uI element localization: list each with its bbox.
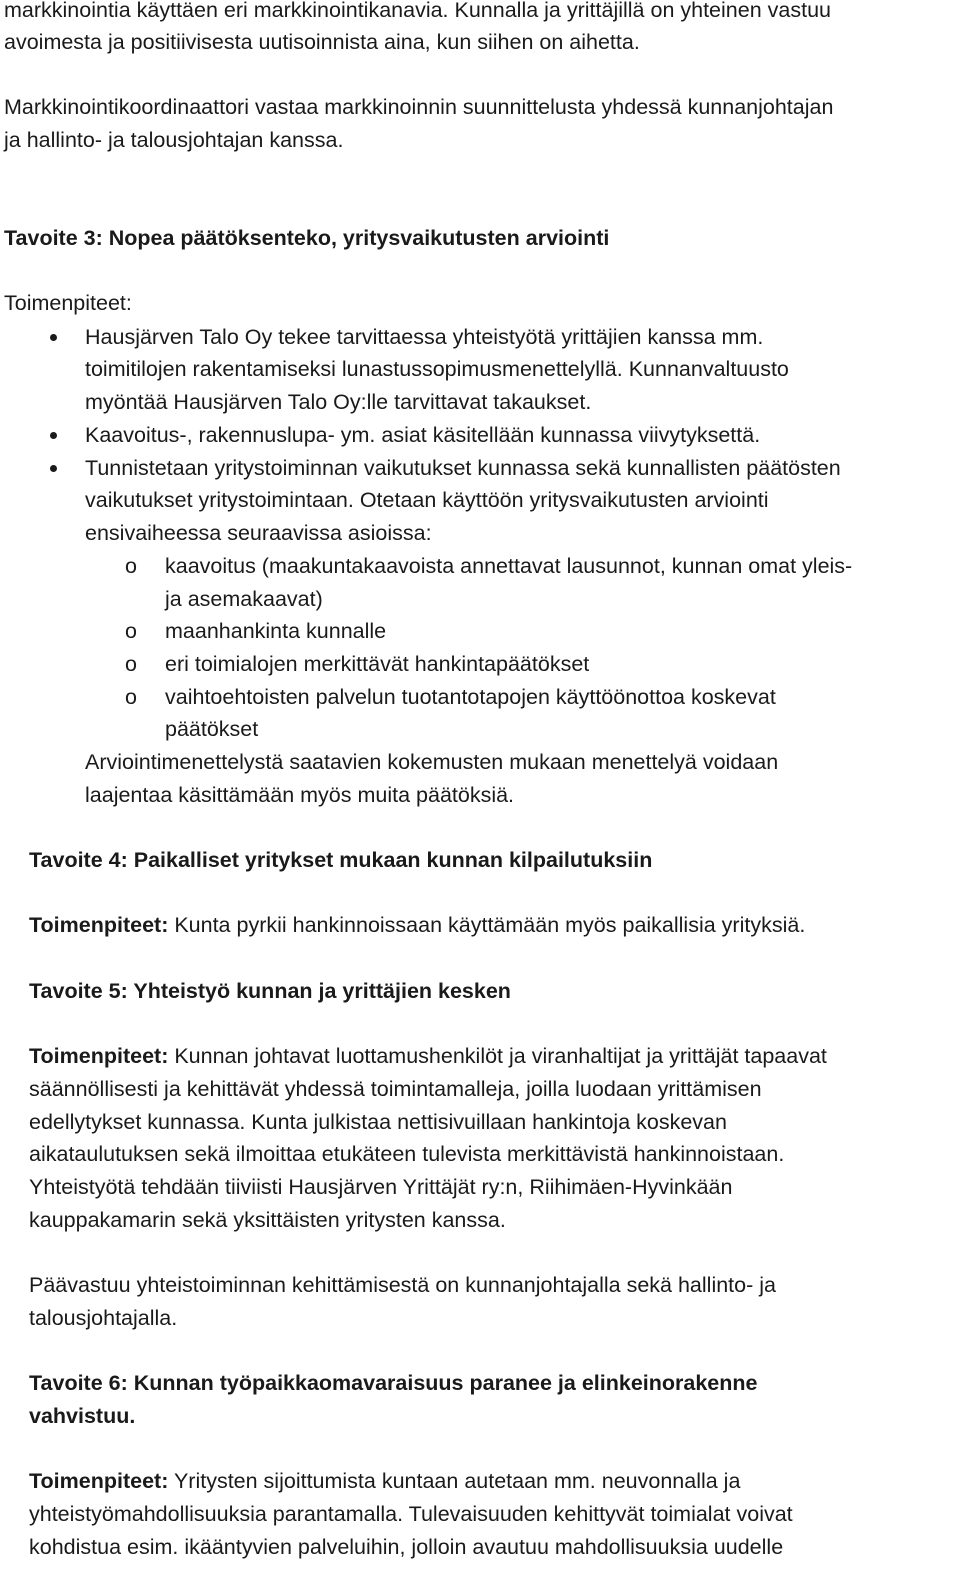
goal5-measures-label: Toimenpiteet: (29, 1044, 169, 1068)
goal6-heading-line2: vahvistuu. (29, 1404, 136, 1428)
intro-line-2: avoimesta ja positiivisesta uutisoinnista aina, kun siihen on aihetta. (4, 30, 640, 54)
goal3-bullet3-line1: Tunnistetaan yritystoiminnan vaikutukset kunnassa sekä kunnallisten päätösten (85, 456, 841, 480)
goal6-para1-line3: kohdistua esim. ikääntyvien palveluihin, jolloin avautuu mahdollisuuksia uudelle (29, 1535, 784, 1559)
goal5-para1-line2: säännöllisesti ja kehittävät yhdessä toimintamalleja, joilla luodaan yrittämisen (29, 1077, 762, 1101)
bullet-icon (50, 432, 57, 439)
goal3-sub1-line2: ja asemakaavat) (165, 587, 323, 611)
goal3-tail-line1: Arviointimenettelystä saatavien kokemusten mukaan menettelyä voidaan (85, 750, 779, 774)
goal3-bullet1-line2: toimitilojen rakentamiseksi lunastussopimusmenettelyllä. Kunnanvaltuusto (85, 357, 789, 381)
goal3-sub4-line2: päätökset (165, 717, 259, 741)
intro-line-1: markkinointia käyttäen eri markkinointikanavia. Kunnalla ja yrittäjillä on yhteinen vastuu (4, 0, 831, 22)
bullet-icon (50, 334, 57, 341)
sub-bullet-marker: o (125, 652, 137, 676)
goal6-heading-line1: Tavoite 6: Kunnan työpaikkaomavaraisuus paranee ja elinkeinorakenne (29, 1371, 758, 1395)
goal4-heading: Tavoite 4: Paikalliset yritykset mukaan kunnan kilpailutuksiin (29, 848, 653, 872)
goal3-sub4-line1: vaihtoehtoisten palvelun tuotantotapojen käyttöönottoa koskevat (165, 685, 776, 709)
goal4-measures-label: Toimenpiteet: (29, 913, 169, 937)
goal5-para1-line4: aikataulutuksen sekä ilmoittaa etukäteen tulevista merkittävistä hankinnoistaan. (29, 1142, 785, 1166)
intro-line-3: Markkinointikoordinaattori vastaa markkinoinnin suunnittelusta yhdessä kunnanjohtajan (4, 95, 834, 119)
bullet-icon (50, 465, 57, 472)
goal5-para1-line5: Yhteistyötä tehdään tiiviisti Hausjärven Yrittäjät ry:n, Riihimäen-Hyvinkään (29, 1175, 733, 1199)
goal3-bullet3-line2: vaikutukset yritystoimintaan. Otetaan käyttöön yritysvaikutusten arviointi (85, 488, 769, 512)
sub-bullet-marker: o (125, 619, 137, 643)
sub-bullet-marker: o (125, 685, 137, 709)
goal3-sub1-line1: kaavoitus (maakuntakaavoista annettavat lausunnot, kunnan omat yleis- (165, 554, 853, 578)
goal5-para2-line2: talousjohtajalla. (29, 1306, 178, 1330)
goal6-para1-text: Yritysten sijoittumista kuntaan autetaan mm. neuvonnalla ja (168, 1469, 741, 1493)
goal6-para1-line1 (29, 1465, 740, 1497)
goal5-para1-text: Kunnan johtavat luottamushenkilöt ja viranhaltijat ja yrittäjät tapaavat (168, 1044, 827, 1068)
goal6-measures-label: Toimenpiteet: (29, 1469, 169, 1493)
goal4-measures-text: Kunta pyrkii hankinnoissaan käyttämään myös paikallisia yrityksiä. (168, 913, 806, 937)
goal5-para1-line3: edellytykset kunnassa. Kunta julkistaa nettisivuillaan hankintoja koskevan (29, 1110, 727, 1134)
goal3-bullet3-line3: ensivaiheessa seuraavissa asioissa: (85, 521, 432, 545)
goal5-para1-line6: kauppakamarin sekä yksittäisten yritysten kanssa. (29, 1208, 506, 1232)
goal3-sub3-line1: eri toimialojen merkittävät hankintapäätökset (165, 652, 590, 676)
goal4-measures (29, 909, 805, 941)
goal5-para1-line1 (29, 1040, 827, 1072)
goal3-heading: Tavoite 3: Nopea päätöksenteko, yritysvaikutusten arviointi (4, 226, 610, 250)
goal5-heading: Tavoite 5: Yhteistyö kunnan ja yrittäjien kesken (29, 979, 511, 1003)
goal6-para1-line2: yhteistyömahdollisuuksia parantamalla. Tulevaisuuden kehittyvät toimialat voivat (29, 1502, 793, 1526)
goal3-measures-label: Toimenpiteet: (4, 291, 132, 315)
sub-bullet-marker: o (125, 554, 137, 578)
goal3-bullet2-line1: Kaavoitus-, rakennuslupa- ym. asiat käsitellään kunnassa viivytyksettä. (85, 423, 761, 447)
goal5-para2-line1: Päävastuu yhteistoiminnan kehittämisestä on kunnanjohtajalla sekä hallinto- ja (29, 1273, 776, 1297)
goal3-bullet1-line3: myöntää Hausjärven Talo Oy:lle tarvittavat takaukset. (85, 390, 592, 414)
goal3-tail-line2: laajentaa käsittämään myös muita päätöksiä. (85, 783, 515, 807)
goal3-bullet1-line1: Hausjärven Talo Oy tekee tarvittaessa yhteistyötä yrittäjien kanssa mm. (85, 325, 764, 349)
goal3-sub2-line1: maanhankinta kunnalle (165, 619, 387, 643)
intro-line-4: ja hallinto- ja talousjohtajan kanssa. (4, 128, 344, 152)
